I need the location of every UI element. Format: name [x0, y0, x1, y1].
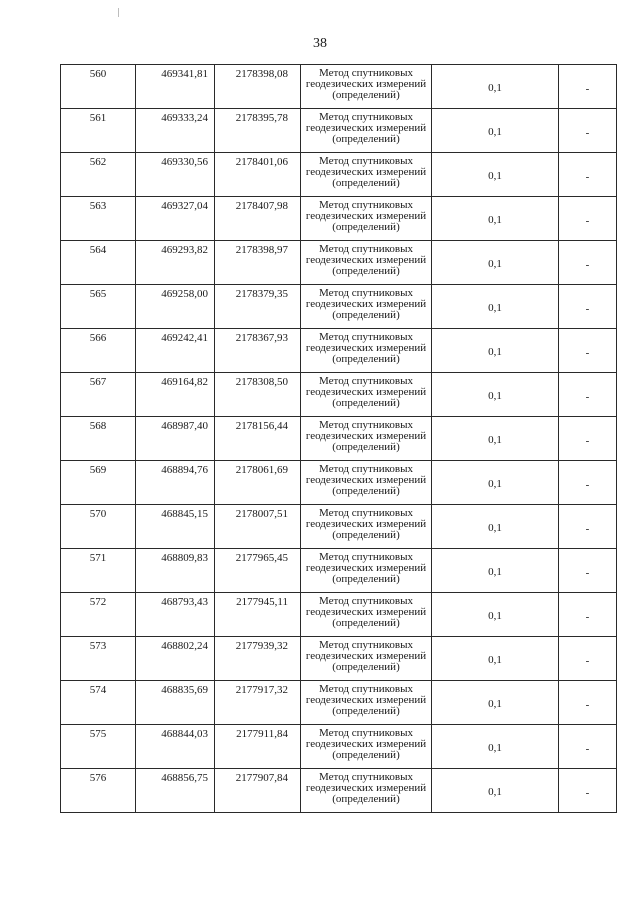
table-row: [61, 153, 617, 197]
method-line: (определений): [332, 397, 400, 409]
note-cell: -: [559, 637, 617, 681]
method-cell: [301, 769, 432, 813]
method-cell: [301, 417, 432, 461]
note-cell: -: [559, 461, 617, 505]
point-number-cell: 574: [61, 681, 136, 725]
method-line: (определений): [332, 353, 400, 365]
coordinate-y-cell: 2177917,32: [215, 681, 301, 725]
coordinate-x-cell: 469333,24: [136, 109, 215, 153]
coordinate-x-cell: 469164,82: [136, 373, 215, 417]
note-cell: -: [559, 505, 617, 549]
point-number-cell: 566: [61, 329, 136, 373]
accuracy-cell: 0,1: [432, 549, 559, 593]
method-line: геодезических измерений: [305, 122, 427, 134]
coordinate-y-cell: 2177965,45: [215, 549, 301, 593]
method-line: геодезических измерений: [305, 78, 427, 90]
coordinate-x-cell: 468987,40: [136, 417, 215, 461]
accuracy-cell: 0,1: [432, 593, 559, 637]
method-line: геодезических измерений: [305, 342, 427, 354]
method-line: Метод спутниковых: [319, 419, 413, 431]
method-line: геодезических измерений: [305, 474, 427, 486]
method-line: Метод спутниковых: [319, 595, 413, 607]
method-line: геодезических измерений: [305, 254, 427, 266]
method-line: (определений): [332, 177, 400, 189]
table-row: [61, 461, 617, 505]
accuracy-cell: 0,1: [432, 109, 559, 153]
method-line: (определений): [332, 793, 400, 805]
coordinate-x-cell: 469341,81: [136, 65, 215, 109]
accuracy-cell: 0,1: [432, 505, 559, 549]
method-line: геодезических измерений: [305, 386, 427, 398]
method-cell: [301, 725, 432, 769]
coordinate-y-cell: 2178367,93: [215, 329, 301, 373]
table-row: [61, 549, 617, 593]
coordinate-y-cell: 2177907,84: [215, 769, 301, 813]
point-number-cell: 561: [61, 109, 136, 153]
method-line: геодезических измерений: [305, 430, 427, 442]
coordinate-y-cell: 2178407,98: [215, 197, 301, 241]
table-row: [61, 505, 617, 549]
method-line: геодезических измерений: [305, 562, 427, 574]
coordinate-y-cell: 2177945,11: [215, 593, 301, 637]
method-line: Метод спутниковых: [319, 287, 413, 299]
method-line: Метод спутниковых: [319, 331, 413, 343]
coordinate-x-cell: 469330,56: [136, 153, 215, 197]
method-cell: [301, 637, 432, 681]
method-line: (определений): [332, 617, 400, 629]
method-line: Метод спутниковых: [319, 551, 413, 563]
coordinate-x-cell: 469327,04: [136, 197, 215, 241]
table-row: [61, 329, 617, 373]
accuracy-cell: 0,1: [432, 681, 559, 725]
coordinate-x-cell: 468894,76: [136, 461, 215, 505]
method-cell: [301, 65, 432, 109]
accuracy-cell: 0,1: [432, 417, 559, 461]
method-line: (определений): [332, 441, 400, 453]
table-row: [61, 373, 617, 417]
method-line: геодезических измерений: [305, 210, 427, 222]
method-line: геодезических измерений: [305, 694, 427, 706]
note-cell: -: [559, 725, 617, 769]
accuracy-cell: 0,1: [432, 637, 559, 681]
point-number-cell: 576: [61, 769, 136, 813]
page-number: 38: [313, 36, 327, 51]
method-line: (определений): [332, 265, 400, 277]
point-number-cell: 567: [61, 373, 136, 417]
method-line: (определений): [332, 485, 400, 497]
method-line: Метод спутниковых: [319, 199, 413, 211]
note-cell: -: [559, 109, 617, 153]
method-cell: [301, 241, 432, 285]
note-cell: -: [559, 197, 617, 241]
method-cell: [301, 285, 432, 329]
coordinate-x-cell: 469258,00: [136, 285, 215, 329]
point-number-cell: 564: [61, 241, 136, 285]
coordinate-y-cell: 2178379,35: [215, 285, 301, 329]
method-cell: [301, 461, 432, 505]
method-cell: [301, 373, 432, 417]
coordinate-y-cell: 2178398,08: [215, 65, 301, 109]
coordinate-y-cell: 2177911,84: [215, 725, 301, 769]
method-line: Метод спутниковых: [319, 463, 413, 475]
coordinate-x-cell: 468793,43: [136, 593, 215, 637]
method-cell: [301, 329, 432, 373]
note-cell: -: [559, 769, 617, 813]
coordinate-y-cell: 2178308,50: [215, 373, 301, 417]
coordinate-y-cell: 2178007,51: [215, 505, 301, 549]
note-cell: -: [559, 241, 617, 285]
point-number-cell: 570: [61, 505, 136, 549]
note-cell: -: [559, 549, 617, 593]
note-cell: -: [559, 65, 617, 109]
coordinate-x-cell: 468845,15: [136, 505, 215, 549]
coordinates-table: [60, 64, 617, 813]
table-row: [61, 769, 617, 813]
point-number-cell: 563: [61, 197, 136, 241]
coordinate-y-cell: 2178398,97: [215, 241, 301, 285]
note-cell: -: [559, 153, 617, 197]
method-line: (определений): [332, 309, 400, 321]
note-cell: -: [559, 593, 617, 637]
coordinate-x-cell: 468809,83: [136, 549, 215, 593]
coordinate-y-cell: 2178156,44: [215, 417, 301, 461]
point-number-cell: 560: [61, 65, 136, 109]
coordinate-y-cell: 2177939,32: [215, 637, 301, 681]
method-line: (определений): [332, 705, 400, 717]
method-line: Метод спутниковых: [319, 111, 413, 123]
method-line: геодезических измерений: [305, 738, 427, 750]
accuracy-cell: 0,1: [432, 65, 559, 109]
point-number-cell: 572: [61, 593, 136, 637]
method-line: (определений): [332, 89, 400, 101]
accuracy-cell: 0,1: [432, 725, 559, 769]
point-number-cell: 573: [61, 637, 136, 681]
coordinate-y-cell: 2178061,69: [215, 461, 301, 505]
method-line: (определений): [332, 529, 400, 541]
table-row: [61, 197, 617, 241]
table-row: [61, 109, 617, 153]
accuracy-cell: 0,1: [432, 329, 559, 373]
note-cell: -: [559, 285, 617, 329]
coordinate-x-cell: 468856,75: [136, 769, 215, 813]
method-cell: [301, 549, 432, 593]
method-cell: [301, 109, 432, 153]
method-line: геодезических измерений: [305, 782, 427, 794]
table-row: [61, 637, 617, 681]
method-line: (определений): [332, 573, 400, 585]
method-line: геодезических измерений: [305, 518, 427, 530]
coordinate-x-cell: 469293,82: [136, 241, 215, 285]
method-line: геодезических измерений: [305, 606, 427, 618]
method-cell: [301, 153, 432, 197]
table-row: [61, 725, 617, 769]
method-line: Метод спутниковых: [319, 727, 413, 739]
accuracy-cell: 0,1: [432, 285, 559, 329]
method-line: (определений): [332, 221, 400, 233]
method-line: геодезических измерений: [305, 166, 427, 178]
table-row: [61, 285, 617, 329]
point-number-cell: 575: [61, 725, 136, 769]
accuracy-cell: 0,1: [432, 373, 559, 417]
note-cell: -: [559, 329, 617, 373]
accuracy-cell: 0,1: [432, 197, 559, 241]
method-line: Метод спутниковых: [319, 683, 413, 695]
method-line: Метод спутниковых: [319, 771, 413, 783]
method-line: Метод спутниковых: [319, 243, 413, 255]
point-number-cell: 571: [61, 549, 136, 593]
method-line: (определений): [332, 749, 400, 761]
table-row: [61, 241, 617, 285]
accuracy-cell: 0,1: [432, 241, 559, 285]
method-cell: [301, 681, 432, 725]
accuracy-cell: 0,1: [432, 769, 559, 813]
point-number-cell: 569: [61, 461, 136, 505]
method-cell: [301, 197, 432, 241]
coordinate-y-cell: 2178401,06: [215, 153, 301, 197]
point-number-cell: 562: [61, 153, 136, 197]
coordinate-y-cell: 2178395,78: [215, 109, 301, 153]
method-line: геодезических измерений: [305, 298, 427, 310]
table-row: [61, 593, 617, 637]
method-line: (определений): [332, 661, 400, 673]
method-line: Метод спутниковых: [319, 507, 413, 519]
method-line: Метод спутниковых: [319, 67, 413, 79]
note-cell: -: [559, 417, 617, 461]
coordinate-x-cell: 469242,41: [136, 329, 215, 373]
coordinate-x-cell: 468802,24: [136, 637, 215, 681]
accuracy-cell: 0,1: [432, 153, 559, 197]
coordinate-x-cell: 468844,03: [136, 725, 215, 769]
method-cell: [301, 505, 432, 549]
table-row: [61, 417, 617, 461]
table-row: [61, 65, 617, 109]
scan-mark: [118, 8, 119, 17]
method-line: Метод спутниковых: [319, 375, 413, 387]
point-number-cell: 568: [61, 417, 136, 461]
method-line: Метод спутниковых: [319, 155, 413, 167]
note-cell: -: [559, 681, 617, 725]
method-line: геодезических измерений: [305, 650, 427, 662]
coordinates-table-body: [61, 65, 617, 813]
method-line: (определений): [332, 133, 400, 145]
method-cell: [301, 593, 432, 637]
accuracy-cell: 0,1: [432, 461, 559, 505]
coordinate-x-cell: 468835,69: [136, 681, 215, 725]
table-row: [61, 681, 617, 725]
point-number-cell: 565: [61, 285, 136, 329]
note-cell: -: [559, 373, 617, 417]
method-line: Метод спутниковых: [319, 639, 413, 651]
